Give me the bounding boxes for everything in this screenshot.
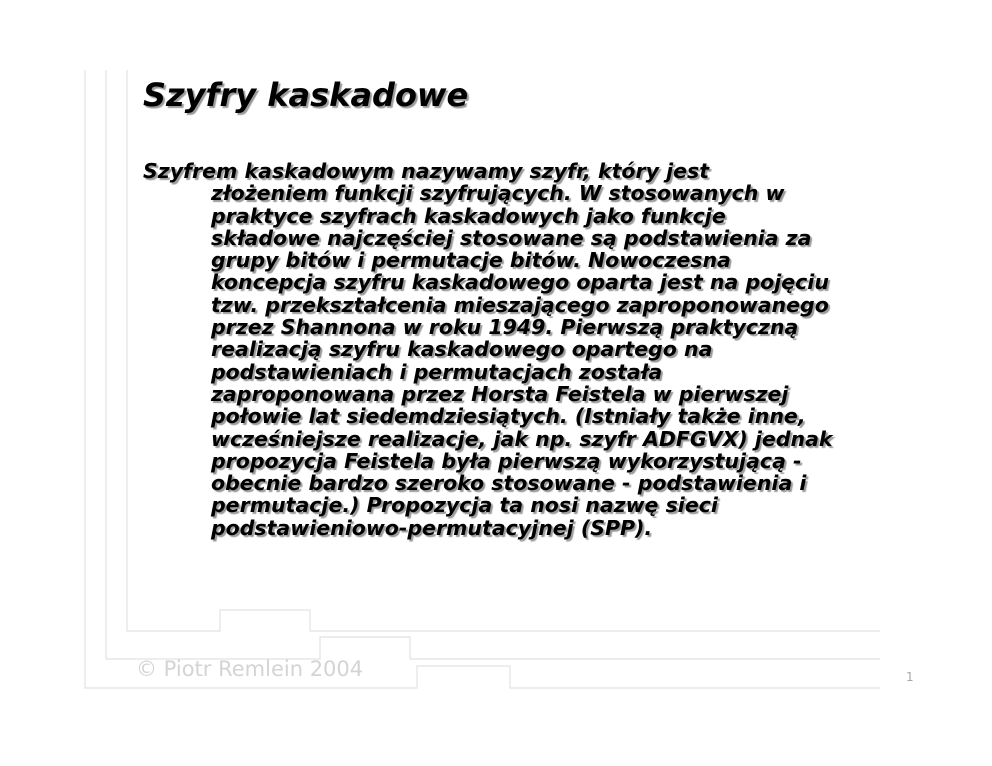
body-line: podstawieniach i permutacjach została [211,359,663,384]
body-line: składowe najczęściej stosowane są podstawienia za [211,225,812,250]
body-line: praktyce szyfrach kaskadowych jako funkcje [211,203,726,228]
slide-body [143,160,913,539]
body-line: zaproponowana przez Horsta Feistela w pierwszej [211,381,789,406]
body-line: realizacją szyfru kaskadowego opartego na [211,337,713,362]
body-line: wcześniejsze realizacje, jak np. szyfr ADFGVX) jednak [211,426,833,451]
body-line: tzw. przekształcenia mieszającego zaproponowanego [211,292,829,317]
body-line: podstawieniowo-permutacyjnej (SPP). [211,515,653,540]
body-line: przez Shannona w roku 1949. Pierwszą praktyczną [211,315,799,340]
body-line: złożeniem funkcji szyfrujących. W stosowanych w [211,181,785,206]
body-line: grupy bitów i permutacje bitów. Nowoczesna [211,248,731,273]
body-line: Szyfrem kaskadowym nazywamy szyfr, który jest [143,159,710,183]
body-line: permutacje.) Propozycja ta nosi nazwę sieci [211,493,718,518]
slide-title: Szyfry kaskadowe [143,76,469,114]
body-line: połowie lat siedemdziesiątych. (Istniały także inne, [211,404,806,429]
footer-copyright: © Piotr Remlein 2004 [136,657,364,681]
body-line: koncepcja szyfru kaskadowego oparta jest na pojęciu [211,270,829,295]
page-number: 1 [906,670,914,684]
body-line: obecnie bardzo szeroko stosowane - podstawienia i [211,471,807,496]
body-line: propozycja Feistela była pierwszą wykorzystującą - [211,448,802,473]
